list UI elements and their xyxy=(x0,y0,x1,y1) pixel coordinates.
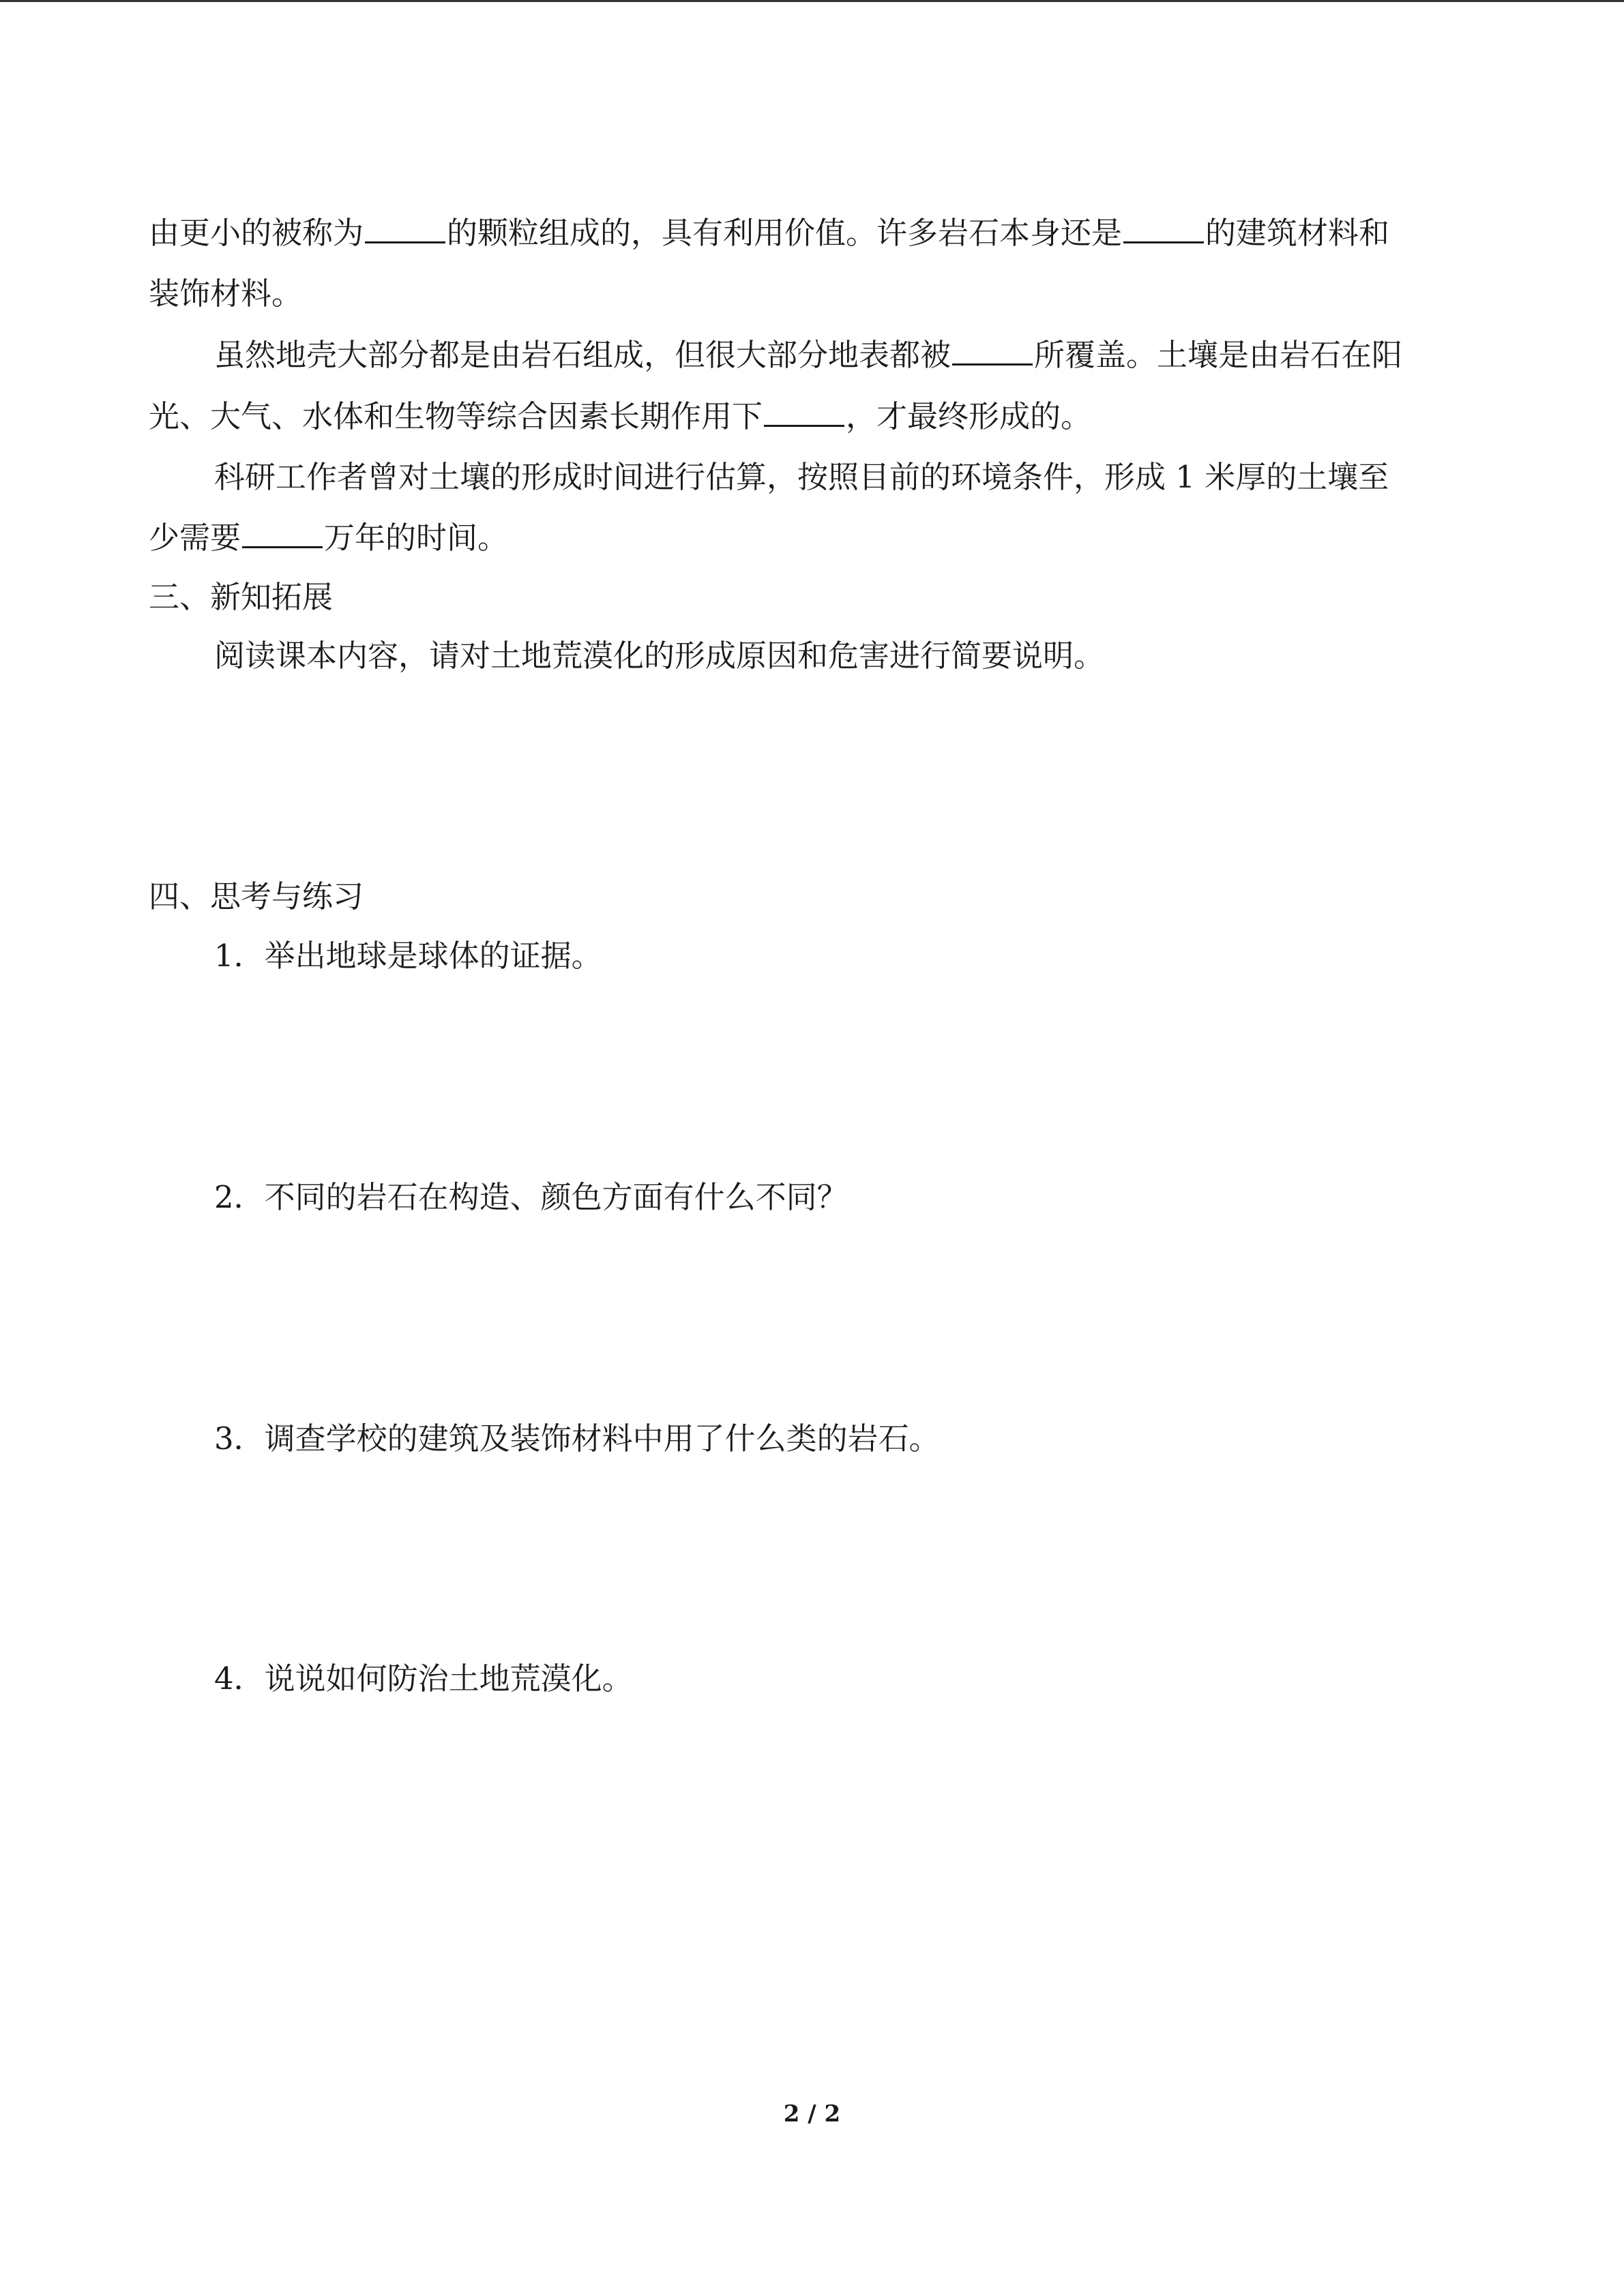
section4-heading: 四、思考与练习 xyxy=(149,878,364,914)
paragraph2-text-a: 虽然地壳大部分都是由岩石组成，但很大部分地表都被 xyxy=(214,337,951,373)
section3-heading: 三、新知拓展 xyxy=(149,579,334,615)
paragraph1-text-c: 的建筑材料和 xyxy=(1205,215,1390,251)
paragraph3-line2 xyxy=(149,519,508,557)
paragraph3-text-b: 万年的时间。 xyxy=(324,520,509,556)
fill-in-blank xyxy=(764,398,844,427)
paragraph2-line1 xyxy=(214,336,1402,374)
section3-prompt: 阅读课本内容，请对土地荒漠化的形成原因和危害进行简要说明。 xyxy=(214,638,1105,674)
question-3: 3．调查学校的建筑及装饰材料中用了什么类的岩石。 xyxy=(214,1420,940,1457)
paragraph1-text-b: 的颗粒组成的，具有利用价值。许多岩石本身还是 xyxy=(447,215,1123,251)
paragraph2-text-b: 所覆盖。土壤是由岩石在阳 xyxy=(1034,337,1403,373)
paragraph1-line1 xyxy=(149,214,1389,252)
question-4: 4．说说如何防治土地荒漠化。 xyxy=(214,1660,633,1697)
question-1: 1．举出地球是球体的证据。 xyxy=(214,938,602,974)
question-2: 2．不同的岩石在构造、颜色方面有什么不同？ xyxy=(214,1179,848,1215)
fill-in-blank xyxy=(952,336,1033,366)
fill-in-blank xyxy=(365,214,445,243)
paragraph3-text-a: 少需要 xyxy=(149,520,241,556)
paragraph1-line2: 装饰材料。 xyxy=(149,275,303,312)
paragraph2-text-d: ，才最终形成的。 xyxy=(846,398,1092,434)
page-number: 2 / 2 xyxy=(783,2100,841,2128)
fill-in-blank xyxy=(242,519,323,548)
fill-in-blank xyxy=(1123,214,1204,243)
paragraph2-line2 xyxy=(149,398,1091,436)
paragraph3-line1: 科研工作者曾对土壤的形成时间进行估算，按照目前的环境条件，形成 1 米厚的土壤至 xyxy=(214,459,1389,495)
paragraph2-text-c: 光、大气、水体和生物等综合因素长期作用下 xyxy=(149,398,763,434)
paragraph1-text-a: 由更小的被称为 xyxy=(149,215,364,251)
